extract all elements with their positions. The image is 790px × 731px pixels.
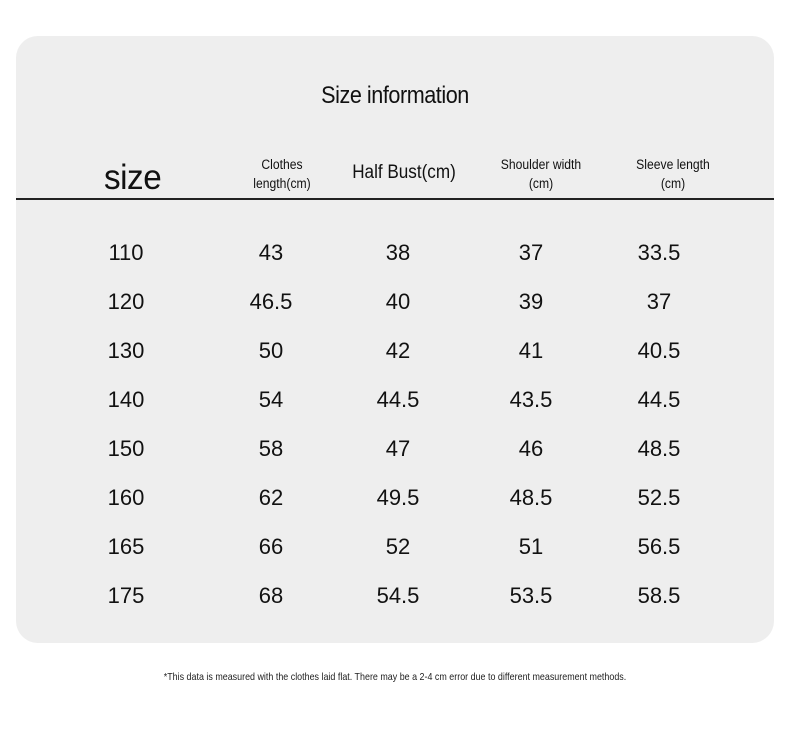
cell-size: 160 (107, 485, 145, 510)
cell-shoulder-width: 51 (518, 534, 544, 559)
header-shoulder-width-line1: Shoulder width (500, 157, 582, 172)
table-row (0, 228, 790, 277)
cell-shoulder-width: 37 (518, 240, 544, 265)
cell-size: 130 (107, 338, 145, 363)
measurement-footnote: *This data is measured with the clothes laid flat. There may be a 2-4 cm error due to different measurement methods. (163, 671, 627, 683)
cell-clothes-length: 66 (258, 534, 284, 559)
cell-clothes-length: 62 (258, 485, 284, 510)
table-row (0, 326, 790, 375)
cell-half-bust: 42 (385, 338, 411, 363)
size-table-body (0, 228, 790, 620)
header-clothes-length-line2: length(cm) (253, 176, 311, 191)
header-half-bust: Half Bust(cm) (352, 162, 456, 183)
cell-half-bust: 49.5 (376, 485, 420, 510)
cell-size: 175 (107, 583, 145, 608)
table-row (0, 424, 790, 473)
table-row (0, 522, 790, 571)
header-shoulder-width (492, 155, 591, 193)
cell-half-bust: 38 (385, 240, 411, 265)
header-clothes-length (239, 155, 325, 193)
cell-shoulder-width: 39 (518, 289, 544, 314)
cell-shoulder-width: 46 (518, 436, 544, 461)
header-clothes-length-line1: Clothes (261, 157, 303, 172)
cell-half-bust: 44.5 (376, 387, 420, 412)
cell-sleeve-length: 48.5 (637, 436, 681, 461)
table-row (0, 375, 790, 424)
cell-half-bust: 52 (385, 534, 411, 559)
header-divider (16, 198, 774, 200)
cell-clothes-length: 50 (258, 338, 284, 363)
cell-sleeve-length: 33.5 (637, 240, 681, 265)
cell-clothes-length: 58 (258, 436, 284, 461)
cell-half-bust: 40 (385, 289, 411, 314)
cell-shoulder-width: 53.5 (509, 583, 553, 608)
header-sleeve-length-line2: (cm) (660, 176, 686, 191)
cell-sleeve-length: 44.5 (637, 387, 681, 412)
cell-shoulder-width: 43.5 (509, 387, 553, 412)
cell-sleeve-length: 58.5 (637, 583, 681, 608)
cell-half-bust: 54.5 (376, 583, 420, 608)
cell-clothes-length: 43 (258, 240, 284, 265)
cell-shoulder-width: 41 (518, 338, 544, 363)
cell-size: 150 (107, 436, 145, 461)
cell-shoulder-width: 48.5 (509, 485, 553, 510)
cell-size: 110 (108, 240, 144, 265)
table-row (0, 473, 790, 522)
cell-clothes-length: 46.5 (249, 289, 293, 314)
header-size: size (104, 158, 162, 197)
cell-size: 165 (107, 534, 145, 559)
cell-clothes-length: 68 (258, 583, 284, 608)
cell-size: 120 (107, 289, 145, 314)
cell-size: 140 (107, 387, 145, 412)
cell-sleeve-length: 52.5 (637, 485, 681, 510)
table-row (0, 571, 790, 620)
cell-sleeve-length: 40.5 (637, 338, 681, 363)
cell-sleeve-length: 37 (646, 289, 672, 314)
page-title: Size information (321, 82, 469, 109)
header-sleeve-length (625, 155, 720, 193)
header-shoulder-width-line2: (cm) (528, 176, 554, 191)
cell-clothes-length: 54 (258, 387, 284, 412)
cell-half-bust: 47 (385, 436, 411, 461)
cell-sleeve-length: 56.5 (637, 534, 681, 559)
table-row (0, 277, 790, 326)
header-sleeve-length-line1: Sleeve length (636, 157, 710, 172)
